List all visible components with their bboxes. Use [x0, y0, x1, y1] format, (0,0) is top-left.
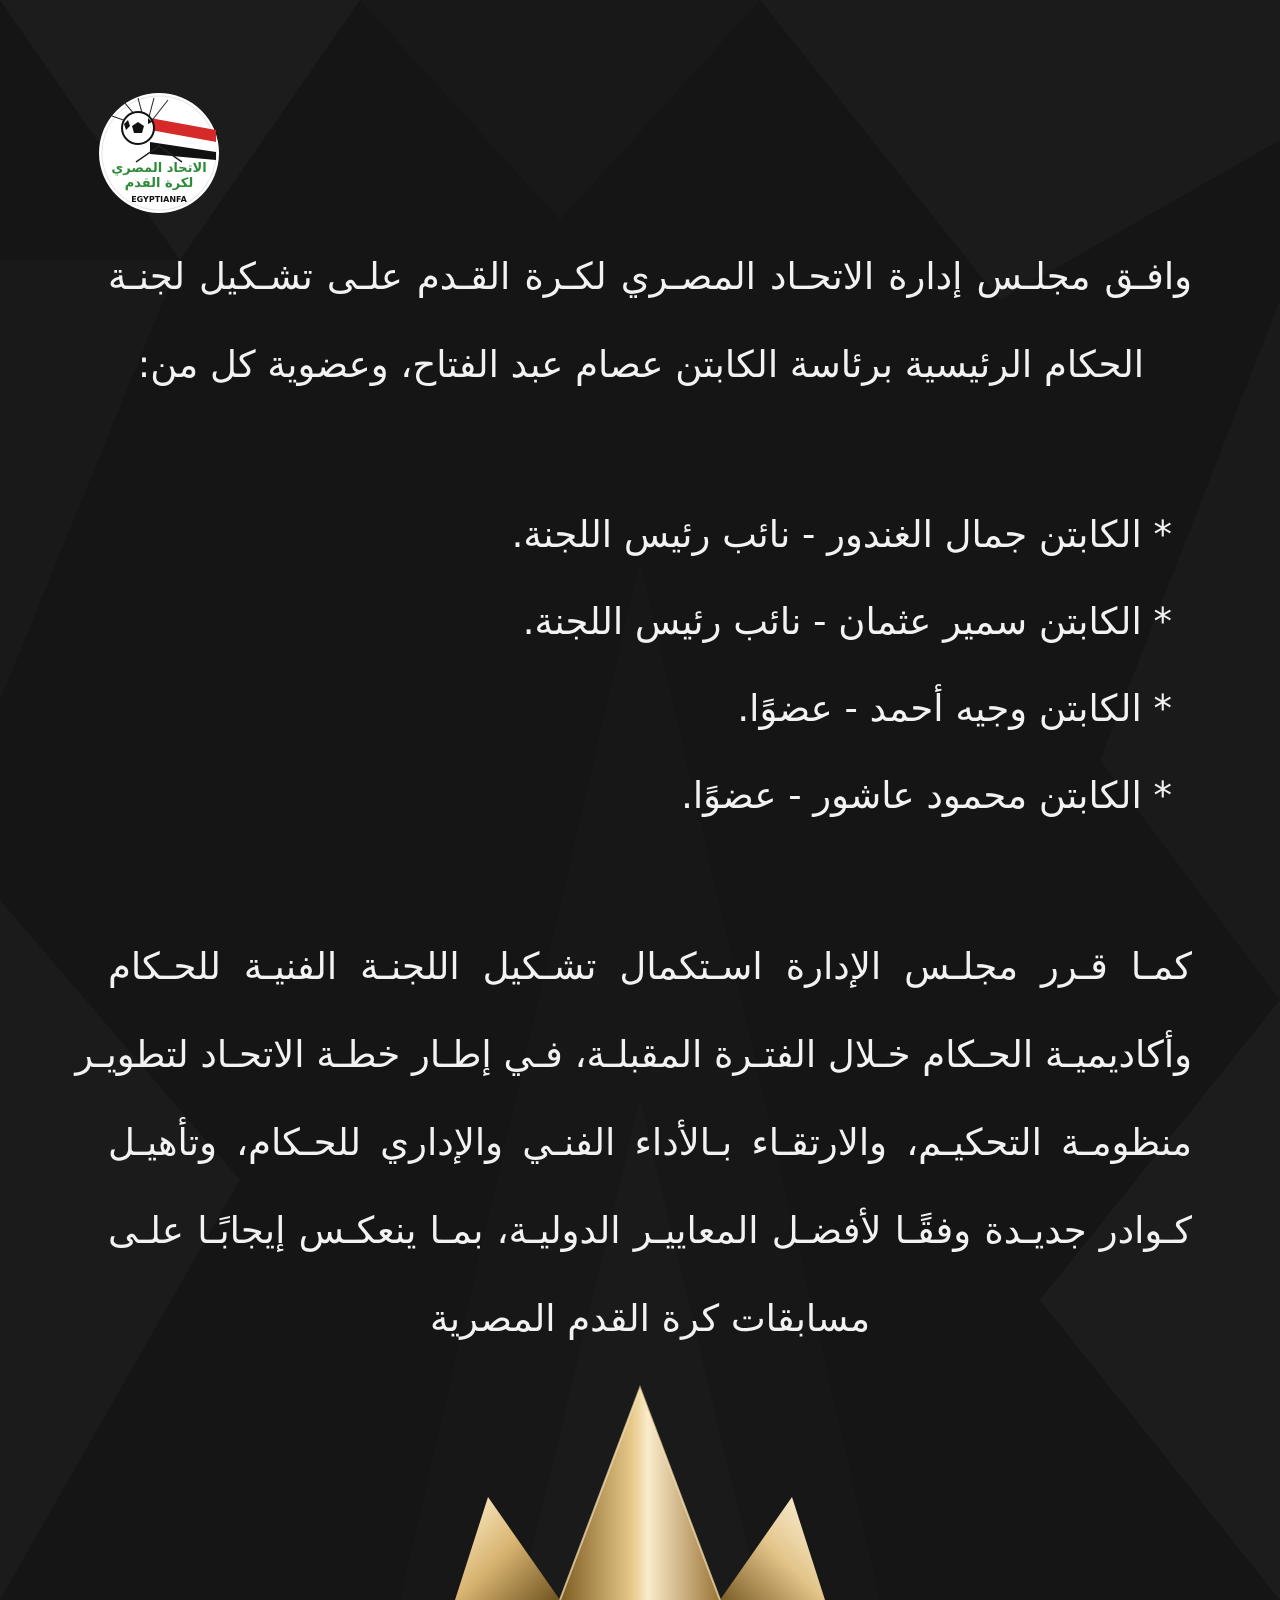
intro-line-2: الحكام الرئيسية برئاسة الكابتن عصام عبد الفتاح، وعضوية كل من: — [137, 343, 1144, 386]
decision-line-2: وأكاديميـة الحـكام خـلال الفتـرة المقبلـة، فـي إطـار خطـة الاتحـاد لتطويـر — [75, 1033, 1192, 1076]
intro-paragraph — [108, 244, 1192, 420]
decision-paragraph — [75, 934, 1192, 1374]
decision-line-1: كمـا قـرر مجلـس الإدارة اسـتكمال تشـكيل اللجنـة الفنيـة للحـكام — [108, 945, 1192, 988]
logo-arabic-line2: لكرة القدم — [124, 176, 194, 191]
list-item: * الكابتن وجيه أحمد - عضوًا. — [737, 687, 1172, 730]
list-item: * الكابتن محمود عاشور - عضوًا. — [681, 774, 1172, 817]
logo-english-text: EGYPTIANFA — [131, 195, 187, 204]
logo-arabic-line1: الاتحاد المصري — [111, 161, 207, 176]
decision-line-5: مسابقات كرة القدم المصرية — [429, 1297, 871, 1340]
intro-line-1: وافـق مجلـس إدارة الاتحـاد المصـري لكـرة القـدم علـى تشـكيل لجنـة — [108, 255, 1192, 298]
list-item: * الكابتن سمير عثمان - نائب رئيس اللجنة. — [522, 600, 1172, 643]
egyptian-fa-logo-icon — [98, 92, 220, 214]
committee-members-list — [172, 502, 1172, 850]
decision-line-3: منظومـة التحكيـم، والارتقـاء بـالأداء الفنـي والإداري للحـكام، وتأهيـل — [108, 1121, 1192, 1164]
list-item: * الكابتن جمال الغندور - نائب رئيس اللجنة. — [511, 513, 1172, 556]
decision-line-4: كـوادر جديـدة وفقًـا لأفضـل المعاييـر الدوليـة، بمـا ينعكـس إيجابًـا علـى — [108, 1209, 1192, 1252]
